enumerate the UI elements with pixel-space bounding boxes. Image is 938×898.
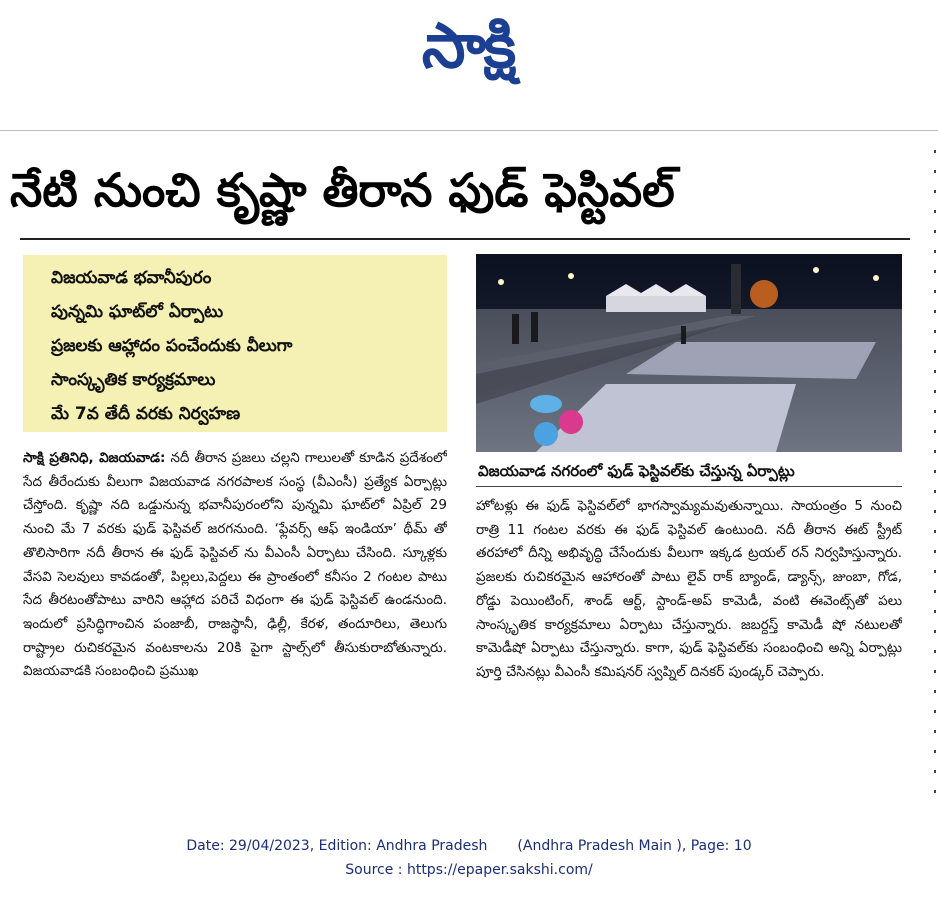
masthead-divider bbox=[0, 130, 938, 131]
article-photo bbox=[476, 254, 902, 452]
footer-source: Source : https://epaper.sakshi.com/ bbox=[345, 862, 593, 878]
footer-line-1 bbox=[0, 834, 938, 858]
body-text-left: నదీ తీరాన ప్రజలు చల్లని గాలులతో కూడిన ప్రదేశంలో సేద తీరేందుకు వీలుగా విజయవాడ నగరపాలక సంస్థ (వీఎంసీ) ప్రత్యేక ఏర్పాట్లు చేస్తోంది. కృష్ణా నది ఒడ్డునున్న భవానీపురంలోని పున్నమి ఘాట్‌లో ఏప్రిల్ 29 నుంచి మే 7 వరకు ఫుడ్ ఫెస్టివల్ జరగనుంది. ‘ఫ్లేవర్స్ ఆఫ్ ఇండియా’ థీమ్ తో తొలిసారిగా నదీ తీరాన ఈ ఫుడ్ ఫెస్టివల్ ను వీఎంసీ ఏర్పాటు చేసింది. స్కూళ్లకు వేసవి సెలవులు కావడంతో, పిల్లలు,పెద్దలు ఈ ప్రాంతంలో కనీసం 2 గంటల పాటు సేద తీరటంతోపాటు వారిని ఆహ్లాద పరిచే విధంగా ఈ ఫుడ్ ఫెస్టివల్ ఉండనుంది. ఇందులో ప్రసిద్ధిగాంచిన పంజాబీ, రాజస్థానీ, ఢిల్లీ, కేరళ, తందూరిలు, తెలుగు రాష్ట్రాల రుచికరమైన వంటకాలను 20కి పైగా స్టాల్స్‌లో తీసుకురాబోతున్నారు. విజయవాడకి సంబంధించి ప్రముఖ bbox=[23, 450, 447, 680]
highlight-item: మే 7వ తేదీ వరకు నిర్వహణ bbox=[51, 397, 437, 431]
sakshi-logo: సాక్షి bbox=[421, 9, 515, 82]
caption-rule bbox=[476, 486, 902, 487]
highlight-item: పున్నమి ఘాట్‌లో ఏర్పాటు bbox=[51, 302, 224, 322]
highlight-item: ప్రజలకు ఆహ్లాదం పంచేందుకు వీలుగా bbox=[51, 329, 437, 363]
article-body-left bbox=[23, 447, 447, 802]
page-footer bbox=[0, 834, 938, 882]
footer-date-edition: Date: 29/04/2023, Edition: Andhra Pradesh bbox=[186, 838, 488, 854]
body-text-right: హోటళ్లు ఈ ఫుడ్ ఫెస్టివల్‌లో భాగస్వామ్యమవుతున్నాయి. సాయంత్రం 5 నుంచి రాత్రి 11 గంటల వరకు ఈ ఫుడ్ ఫెస్టివల్ ఉంటుంది. నదీ తీరాన ఈట్ స్ట్రీట్ తరహాలో దీన్ని అభివృద్ధి చేసేందుకు వీలుగా ఇక్కడ ట్రయల్ రన్ నిర్వహిస్తున్నారు. ప్రజలకు రుచికరమైన ఆహారంతో పాటు లైవ్ రాక్ బ్యాండ్, డ్యాన్స్, జుంబా, గోడ, రోడ్డు పెయింటింగ్, శాండ్ ఆర్ట్, స్టాండ్-అప్ కామెడీ, వంటి ఈవెంట్స్‌తో పలు సాంస్కృతిక కార్యక్రమాలు ఏర్పాటు చేస్తున్నారు. జబర్దస్త్ కామెడీ షో నటులతో కామెడీషో ఏర్పాటు చేస్తున్నారు. కాగా, ఫుడ్ ఫెస్టివల్‌కు సంబంధించి అన్ని ఏర్పాట్లు పూర్తి చేసినట్లు వీఎంసీ కమిషనర్ స్వప్నిల్ దినకర్ పుండ్కర్ చెప్పారు. bbox=[476, 498, 902, 680]
headline-rule bbox=[20, 238, 910, 240]
article-headline: నేటి నుంచి కృష్ణా తీరాన ఫుడ్ ఫెస్టివల్ bbox=[10, 163, 675, 217]
photo-caption: విజయవాడ నగరంలో ఫుడ్ ఫెస్టివల్‌కు చేస్తున్న ఏర్పాట్లు bbox=[478, 462, 795, 480]
footer-page-info: (Andhra Pradesh Main ), Page: 10 bbox=[517, 838, 752, 854]
column-edge bbox=[934, 150, 936, 800]
highlights-box bbox=[23, 255, 447, 432]
article-body-right bbox=[476, 495, 902, 802]
dateline: సాక్షి ప్రతినిధి, విజయవాడ: bbox=[23, 450, 166, 466]
highlight-item: విజయవాడ భవానీపురం bbox=[51, 261, 437, 295]
highlight-item: సాంస్కృతిక కార్యక్రమాలు bbox=[51, 370, 216, 390]
